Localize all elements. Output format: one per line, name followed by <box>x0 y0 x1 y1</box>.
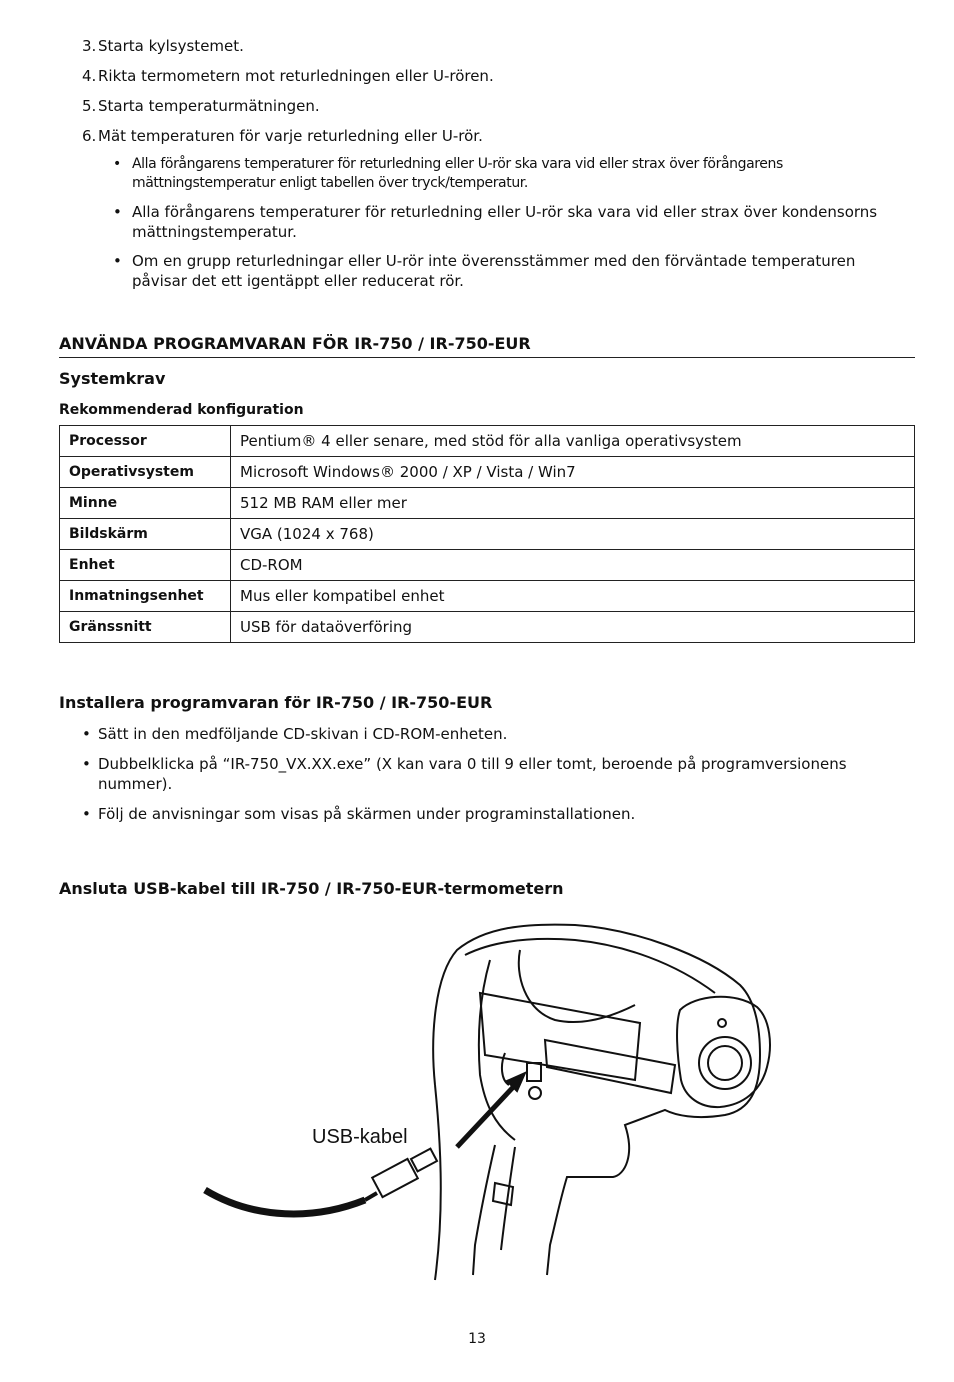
bullet-icon: • <box>113 156 121 172</box>
table-key: Minne <box>60 488 231 519</box>
table-row <box>60 581 915 612</box>
usb-heading: Ansluta USB-kabel till IR-750 / IR-750-EUR-termometern <box>59 879 564 898</box>
list-item <box>113 155 903 193</box>
list-item-text: Dubbelklicka på “IR-750_VX.XX.exe” (X kan vara 0 till 9 eller tomt, beroende på programversionens nummer). <box>98 755 847 793</box>
usb-port-icon <box>527 1063 541 1081</box>
systemkrav-heading: Systemkrav <box>59 369 166 388</box>
list-item-text: Alla förångarens temperaturer för returledning eller U-rör ska vara vid eller strax över förångarens mättningstemperatur enligt tabellen över tryck/temperatur. <box>132 156 783 191</box>
step-number: 3. <box>82 37 97 55</box>
top-ridge <box>465 939 715 993</box>
list-item-text: Om en grupp returledningar eller U-rör inte överensstämmer med den förväntade temperaturen påvisar det ett igentäppt eller reducerat rör. <box>132 252 856 290</box>
label-recess <box>545 1040 675 1093</box>
arrow-shaft <box>457 1083 517 1147</box>
config-heading: Rekommenderad konfiguration <box>59 402 304 418</box>
list-item <box>113 202 903 242</box>
step-text: Starta kylsystemet. <box>98 37 244 55</box>
usb-cable <box>205 1190 365 1214</box>
list-item <box>82 804 882 824</box>
handle-left-edge <box>473 1145 495 1275</box>
list-item <box>82 724 882 744</box>
step-number: 5. <box>82 97 97 115</box>
trigger-lock <box>493 1183 513 1205</box>
step-number: 4. <box>82 67 97 85</box>
page-number: 13 <box>468 1331 486 1347</box>
table-row <box>60 488 915 519</box>
list-item-text: Följ de anvisningar som visas på skärmen under programinstallationen. <box>98 805 636 823</box>
thermometer-usb-illustration <box>195 915 795 1290</box>
table-value: USB för dataöverföring <box>231 612 915 643</box>
list-item <box>113 251 903 291</box>
table-key: Gränssnitt <box>60 612 231 643</box>
table-row <box>60 519 915 550</box>
table-value: VGA (1024 x 768) <box>231 519 915 550</box>
step-bullet-list <box>113 155 903 300</box>
table-value: Mus eller kompatibel enhet <box>231 581 915 612</box>
install-heading: Installera programvaran för IR-750 / IR-750-EUR <box>59 693 493 712</box>
laser-dot-icon <box>718 1019 726 1027</box>
table-row <box>60 612 915 643</box>
usb-cable-label: USB-kabel <box>312 1126 408 1148</box>
usb-plug-tip <box>411 1149 437 1172</box>
handle-inner-edge <box>501 1147 515 1250</box>
jack-port-icon <box>529 1087 541 1099</box>
lens-inner <box>708 1046 742 1080</box>
handle-back-edge <box>435 1085 441 1280</box>
lens-ring <box>699 1037 751 1089</box>
list-item-text: Sätt in den medföljande CD-skivan i CD-ROM-enheten. <box>98 725 508 743</box>
table-value: 512 MB RAM eller mer <box>231 488 915 519</box>
step-text: Starta temperaturmätningen. <box>98 97 320 115</box>
step-item <box>82 36 922 56</box>
bullet-icon: • <box>113 252 122 270</box>
step-item <box>82 126 922 146</box>
section-title: ANVÄNDA PROGRAMVARAN FÖR IR-750 / IR-750-EUR <box>59 333 915 358</box>
step-item <box>82 66 922 86</box>
thermometer-outline <box>433 925 760 1275</box>
cable-strain-relief <box>365 1193 377 1200</box>
step-list <box>82 36 922 156</box>
usb-plug-body <box>372 1159 418 1197</box>
table-key: Enhet <box>60 550 231 581</box>
table-value: Microsoft Windows® 2000 / XP / Vista / Win7 <box>231 457 915 488</box>
table-key: Inmatningsenhet <box>60 581 231 612</box>
table-row <box>60 426 915 457</box>
table-value: CD-ROM <box>231 550 915 581</box>
step-text: Mät temperaturen för varje returledning eller U-rör. <box>98 127 483 145</box>
install-bullet-list <box>82 724 882 834</box>
bullet-icon: • <box>113 203 122 221</box>
bullet-icon: • <box>82 755 91 773</box>
step-number: 6. <box>82 127 97 145</box>
table-key: Processor <box>60 426 231 457</box>
table-row <box>60 550 915 581</box>
table-value: Pentium® 4 eller senare, med stöd för alla vanliga operativsystem <box>231 426 915 457</box>
step-item <box>82 96 922 116</box>
list-item-text: Alla förångarens temperaturer för returledning eller U-rör ska vara vid eller strax över kondensorns mättningstemperatur. <box>132 203 878 241</box>
list-item <box>82 754 882 794</box>
step-text: Rikta termometern mot returledningen eller U-rören. <box>98 67 494 85</box>
config-table <box>59 425 915 643</box>
battery-door <box>480 993 640 1080</box>
table-key: Operativsystem <box>60 457 231 488</box>
table-row <box>60 457 915 488</box>
bullet-icon: • <box>82 805 91 823</box>
bullet-icon: • <box>82 725 91 743</box>
table-key: Bildskärm <box>60 519 231 550</box>
